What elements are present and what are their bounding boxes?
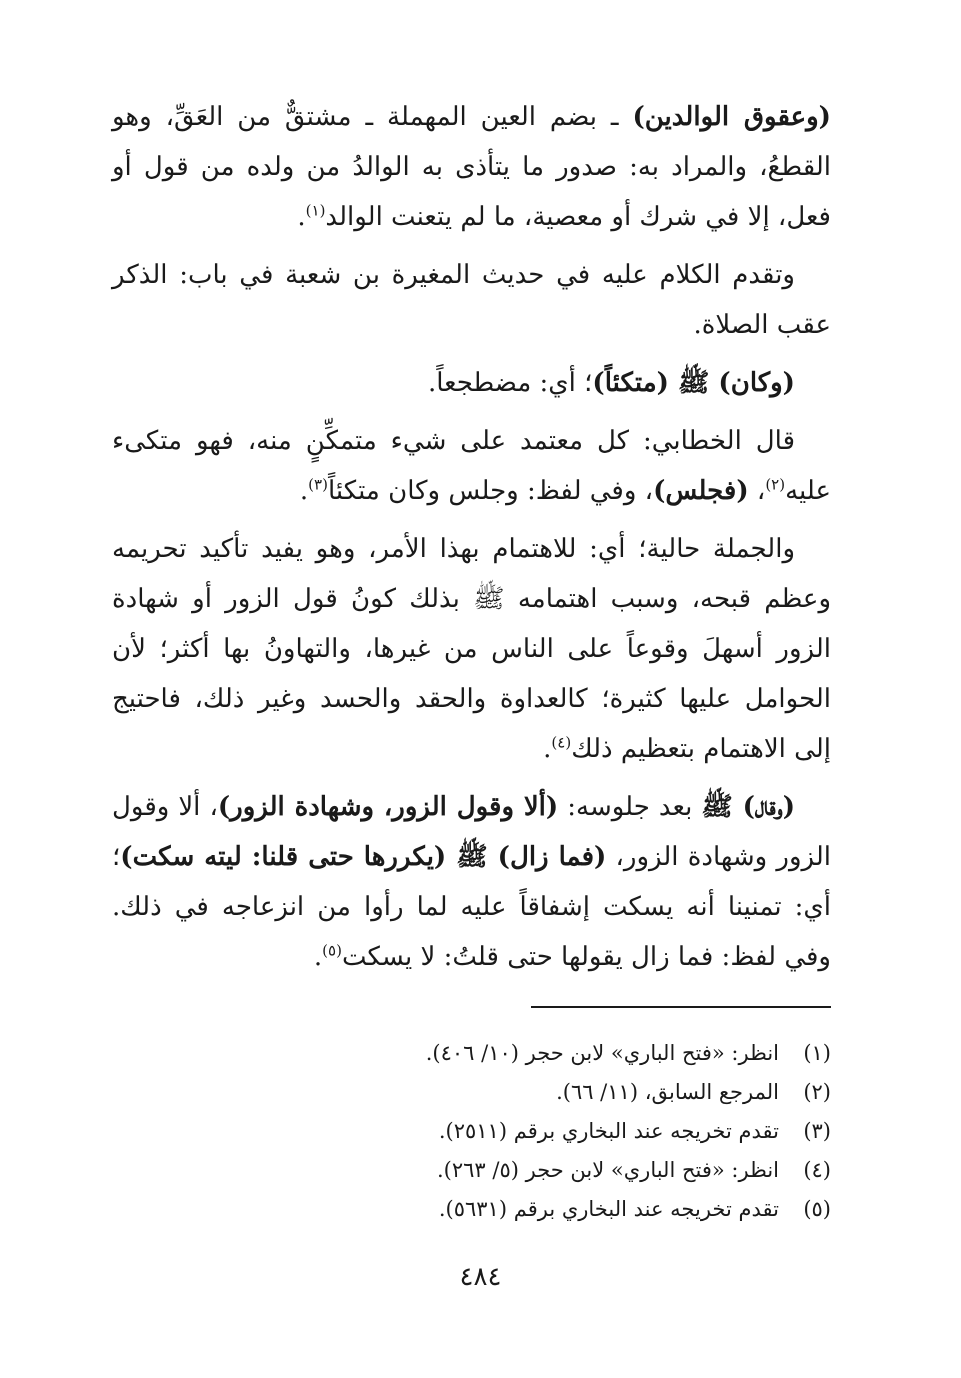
footnote-item bbox=[112, 1151, 831, 1190]
bold-hadith-text: (وعقوق الوالدين) bbox=[632, 102, 831, 132]
footnote-number: (٢) bbox=[803, 1080, 831, 1104]
paragraph bbox=[112, 416, 831, 516]
commentary-text: . bbox=[313, 942, 323, 972]
commentary-text: ، bbox=[748, 476, 766, 506]
footnote-reference: (٣) bbox=[308, 475, 328, 494]
commentary-text: . bbox=[543, 734, 552, 764]
footnote-separator bbox=[531, 1006, 831, 1008]
footnote-text: انظر: «فتح الباري» لابن حجر (١٠/ ٤٠٦). bbox=[425, 1041, 779, 1065]
commentary-text: وتقدم الكلام عليه في حديث المغيرة بن شعبة في باب: الذكر عقب الصلاة. bbox=[112, 260, 831, 340]
footnote-number: (٥) bbox=[803, 1197, 831, 1221]
bold-hadith-text: (ألا وقول الزور، وشهادة الزور) bbox=[217, 792, 559, 822]
footnote-reference: (٢) bbox=[765, 475, 786, 494]
footnote-reference: (٤) bbox=[551, 733, 572, 752]
footnote-number: (٣) bbox=[803, 1119, 831, 1143]
commentary-text: . bbox=[299, 476, 309, 506]
paragraph bbox=[112, 358, 831, 408]
bold-hadith-text: (وكان) ﷺ (متكئاً) bbox=[592, 368, 795, 398]
footnote-number: (٤) bbox=[803, 1158, 831, 1182]
bold-hadith-text: (فجلس) bbox=[653, 476, 749, 506]
commentary-text: ، ألا وقول الزور وشهادة الزور، bbox=[112, 792, 832, 872]
bold-hadith-text: (فما زال) ﷺ (يكررها حتى قلنا: ليته سكت) bbox=[120, 842, 607, 872]
footnote-text: المرجع السابق، (١١/ ٦٦). bbox=[556, 1080, 779, 1104]
footnote-number: (١) bbox=[803, 1041, 831, 1065]
commentary-text: والجملة حالية؛ أي: للاهتمام بهذا الأمر، وهو يفيد تأكيد تحريمه وعظم قبحه، وسبب اهتمامه ﷺ بذلك كونُ قول الزور أو شهادة الزور أسهلَ وقوعاً على الناس من غيرها، والتهاونُ بها أكثر؛ لأن الحوامل عليها كثيرة؛ كالعداوة والحقد والحسد وغير ذلك، فاحتيج إلى الاهتمام بتعظيم ذلك bbox=[112, 534, 831, 764]
footnote-item bbox=[112, 1034, 831, 1073]
paragraph bbox=[112, 92, 831, 242]
bold-hadith-text: (وقال) ﷺ bbox=[701, 792, 795, 822]
footnotes-section bbox=[112, 1034, 831, 1229]
commentary-text: بعد جلوسه: bbox=[558, 792, 702, 822]
page-number: ٤٨٤ bbox=[459, 1262, 502, 1292]
footnote-text: تقدم تخريجه عند البخاري برقم (٢٥١١). bbox=[438, 1119, 779, 1143]
commentary-text: ؛ أي: تمنينا أنه يسكت إشفاقاً عليه لما رأوا من انزعاجه في ذلك. وفي لفظ: فما زال يقولها حتى قلتُ: لا يسكت bbox=[112, 842, 831, 972]
paragraph bbox=[112, 250, 831, 350]
footnote-item bbox=[112, 1073, 831, 1112]
footnote-reference: (٥) bbox=[322, 941, 342, 960]
footnote-item bbox=[112, 1112, 831, 1151]
commentary-text: . bbox=[297, 202, 306, 232]
commentary-text: ـ بضم العين المهملة ـ مشتقٌّ من العَقِّ، وهو القطعُ، والمراد به: صدور ما يتأذى به الوالدُ من ولده من قول أو فعل، إلا في شرك أو معصية، ما لم يتعنت الوالد bbox=[112, 102, 831, 232]
footnote-item bbox=[112, 1190, 831, 1229]
paragraph bbox=[112, 782, 831, 982]
main-text-body bbox=[112, 92, 831, 990]
commentary-text: قال الخطابي: كل معتمد على شيء متمكِّنٍ منه، فهو متكىء عليه bbox=[112, 426, 831, 506]
commentary-text: ؛ أي: مضطجعاً. bbox=[427, 368, 593, 398]
paragraph bbox=[112, 524, 831, 774]
footnote-text: تقدم تخريجه عند البخاري برقم (٥٦٣١). bbox=[438, 1197, 779, 1221]
footnote-reference: (١) bbox=[305, 201, 326, 220]
footnote-text: انظر: «فتح الباري» لابن حجر (٥/ ٢٦٣). bbox=[436, 1158, 779, 1182]
commentary-text: ، وفي لفظ: وجلس وكان متكئاً bbox=[327, 476, 654, 506]
